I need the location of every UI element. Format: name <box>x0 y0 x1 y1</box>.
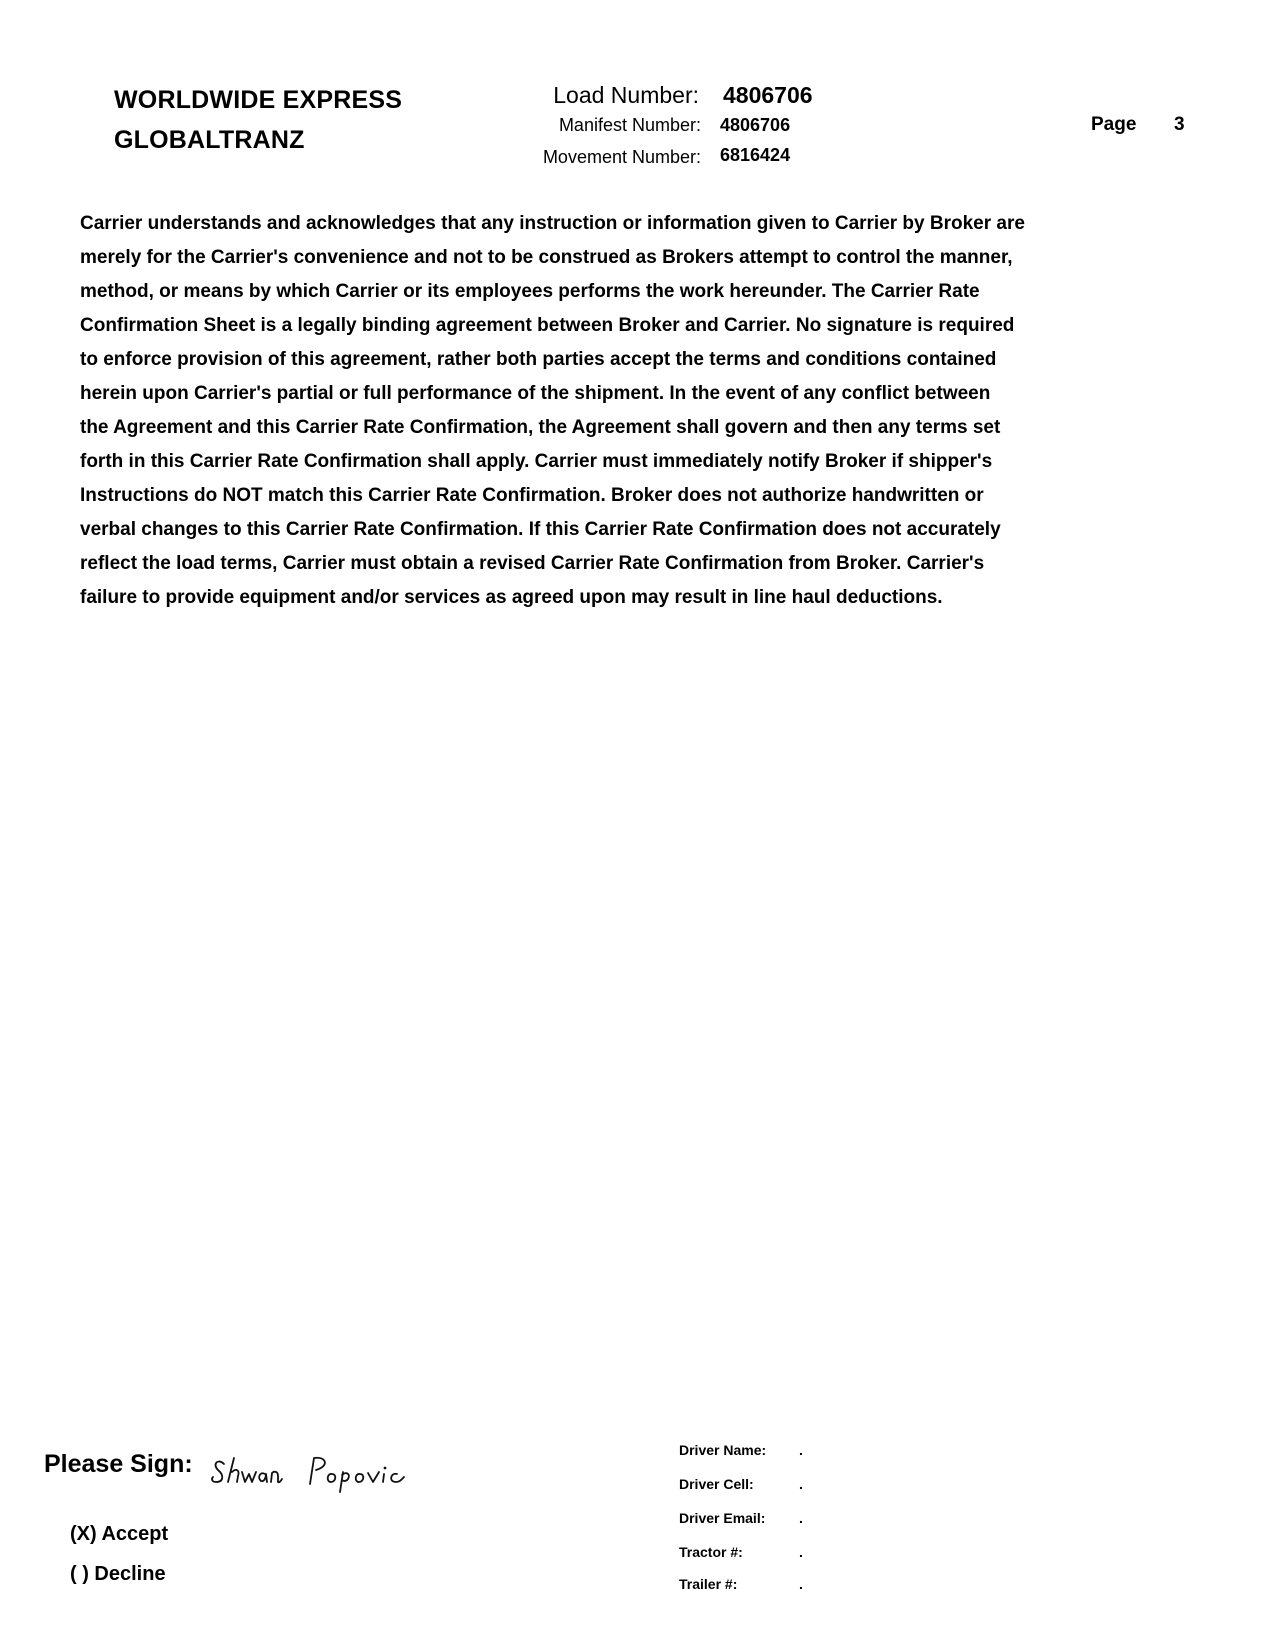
load-number-label: Load Number: <box>553 82 699 108</box>
terms-line: Carrier understands and acknowledges that any instruction or information given to Carrier by Broker are <box>80 213 1025 234</box>
driver-name-value: . <box>799 1442 803 1458</box>
page-number: 3 <box>1174 114 1185 135</box>
company-name-line1: WORLDWIDE EXPRESS <box>114 86 403 114</box>
page-label: Page <box>1091 114 1137 135</box>
manifest-number-value: 4806706 <box>720 115 791 135</box>
terms-line: forth in this Carrier Rate Confirmation shall apply. Carrier must immediately notify Broker if shipper's <box>80 451 993 472</box>
driver-cell-label: Driver Cell: <box>679 1476 754 1492</box>
decline-option[interactable]: ( ) Decline <box>70 1563 166 1585</box>
tractor-row <box>679 1544 803 1560</box>
load-number-value: 4806706 <box>723 82 813 108</box>
terms-line: verbal changes to this Carrier Rate Confirmation. If this Carrier Rate Confirmation does not accurately <box>80 519 1001 540</box>
terms-line: the Agreement and this Carrier Rate Confirmation, the Agreement shall govern and then any terms set <box>80 417 1001 438</box>
terms-line: failure to provide equipment and/or services as agreed upon may result in line haul deductions. <box>80 587 943 608</box>
trailer-row <box>679 1576 803 1592</box>
terms-line: merely for the Carrier's convenience and not to be construed as Brokers attempt to control the manner, <box>80 247 1013 268</box>
terms-line: Confirmation Sheet is a legally binding agreement between Broker and Carrier. No signature is required <box>80 315 1015 336</box>
driver-name-row <box>679 1442 803 1458</box>
accept-option[interactable]: (X) Accept <box>70 1523 169 1545</box>
tractor-label: Tractor #: <box>679 1544 743 1560</box>
movement-number-label-wrap <box>0 147 701 171</box>
load-number-label-wrap <box>0 82 699 112</box>
driver-email-row <box>679 1510 803 1526</box>
driver-name-label: Driver Name: <box>679 1442 767 1458</box>
please-sign-label: Please Sign: <box>44 1450 193 1478</box>
driver-cell-row <box>679 1476 803 1492</box>
driver-email-value: . <box>799 1510 803 1526</box>
tractor-value: . <box>799 1544 803 1560</box>
terms-line: to enforce provision of this agreement, rather both parties accept the terms and conditions contained <box>80 349 997 370</box>
manifest-number-label-wrap <box>0 115 701 139</box>
manifest-number-label: Manifest Number: <box>558 115 701 135</box>
terms-paragraph <box>80 207 1190 615</box>
terms-line: herein upon Carrier's partial or full performance of the shipment. In the event of any conflict between <box>80 383 991 404</box>
handwritten-signature <box>210 1450 450 1494</box>
driver-cell-value: . <box>799 1476 803 1492</box>
movement-number-label: Movement Number: <box>542 147 701 167</box>
company-name-line2: GLOBALTRANZ <box>114 126 305 154</box>
terms-line: method, or means by which Carrier or its employees performs the work hereunder. The Carrier Rate <box>80 281 980 302</box>
driver-email-label: Driver Email: <box>679 1510 766 1526</box>
trailer-label: Trailer #: <box>679 1576 738 1592</box>
terms-line: Instructions do NOT match this Carrier Rate Confirmation. Broker does not authorize handwritten or <box>80 485 984 506</box>
terms-line: reflect the load terms, Carrier must obtain a revised Carrier Rate Confirmation from Broker. Carrier's <box>80 553 985 574</box>
movement-number-value: 6816424 <box>720 145 791 165</box>
trailer-value: . <box>799 1576 803 1592</box>
